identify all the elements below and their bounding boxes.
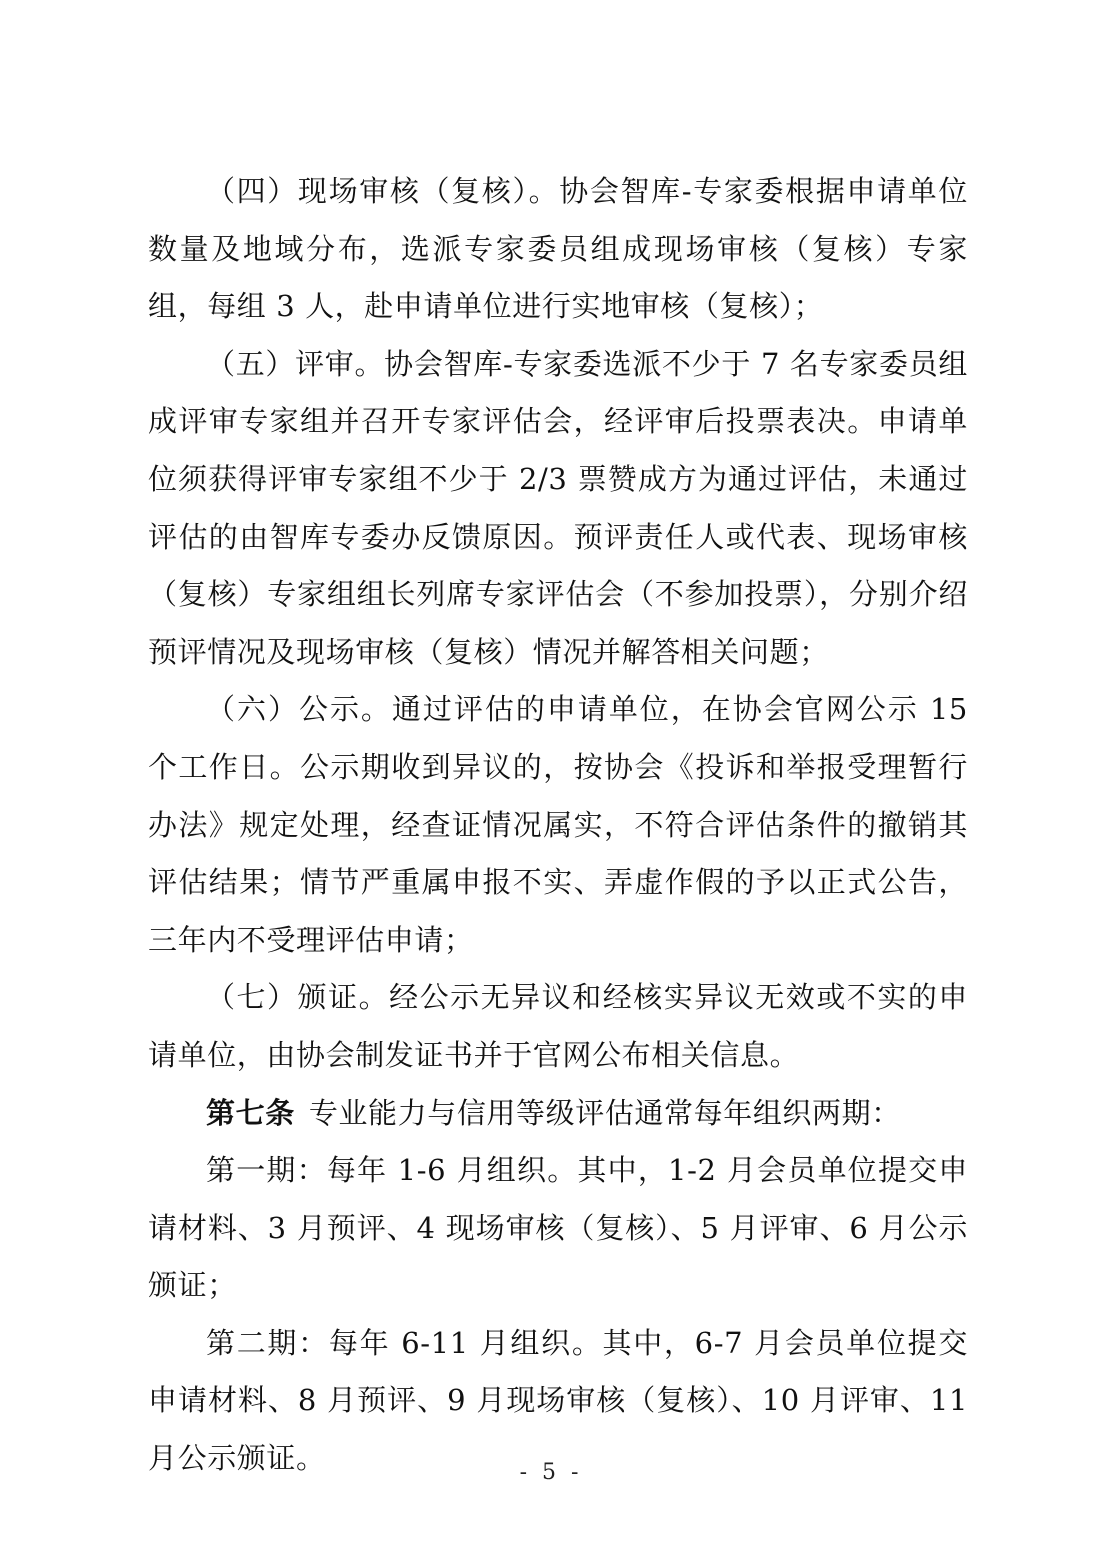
article-7	[148, 1085, 968, 1143]
paragraph-on-site-review: （四）现场审核（复核）。协会智库-专家委根据申请单位数量及地域分布，选派专家委员组成现场审核（复核）专家组，每组 3 人，赴申请单位进行实地审核（复核）；	[148, 174, 968, 324]
paragraph-public-notice: （六）公示。通过评估的申请单位，在协会官网公示 15 个工作日。公示期收到异议的，按协会《投诉和举报受理暂行办法》规定处理，经查证情况属实，不符合评估条件的撤销其评估结果；情节严重属申报不实、弄虚作假的予以正式公告，三年内不受理评估申请；	[148, 692, 968, 957]
page-number: - 5 -	[519, 1460, 583, 1485]
paragraph-first-period: 第一期：每年 1-6 月组织。其中，1-2 月会员单位提交申请材料、3 月预评、4 现场审核（复核）、5 月评审、6 月公示颁证；	[148, 1153, 968, 1303]
paragraph-certification: （七）颁证。经公示无异议和经核实异议无效或不实的申请单位，由协会制发证书并于官网公布相关信息。	[148, 980, 968, 1072]
document-body	[148, 163, 968, 1488]
paragraph-second-period: 第二期：每年 6-11 月组织。其中，6-7 月会员单位提交申请材料、8 月预评、9 月现场审核（复核）、10 月评审、11 月公示颁证。	[148, 1325, 968, 1476]
article-7-heading: 第七条	[206, 1095, 295, 1130]
article-7-text: 专业能力与信用等级评估通常每年组织两期：	[308, 1095, 901, 1130]
paragraph-evaluation-review: （五）评审。协会智库-专家委选派不少于 7 名专家委员组成评审专家组并召开专家评估会，经评审后投票表决。申请单位须获得评审专家组不少于 2/3 票赞成方为通过评估，未通过评估的由智库专委办反馈原因。预评责任人或代表、现场审核（复核）专家组组长列席专家评估会（不参加投票），分别介绍预评情况及现场审核（复核）情况并解答相关问题；	[148, 346, 968, 669]
